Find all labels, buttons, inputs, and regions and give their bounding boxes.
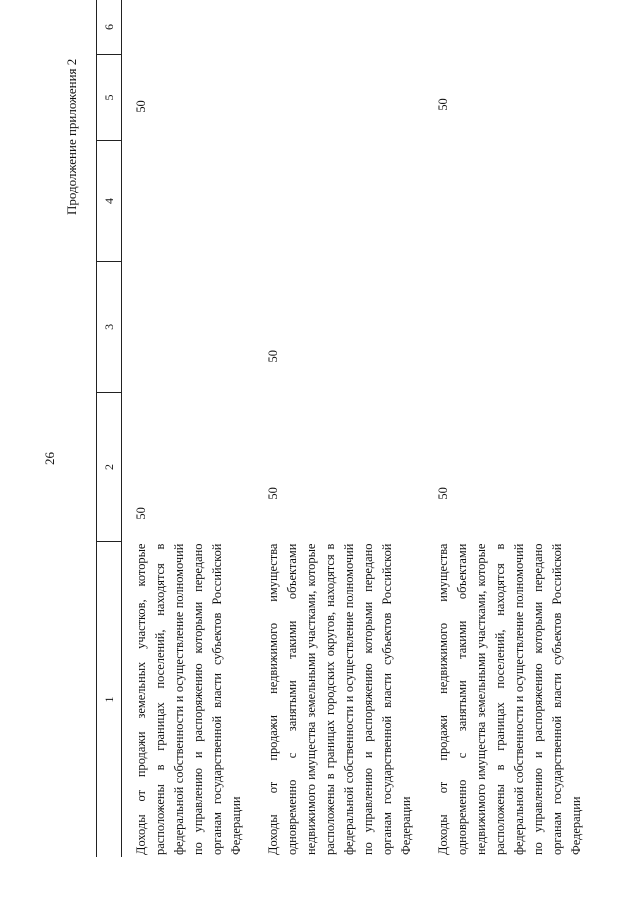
table-row xyxy=(424,0,594,857)
column-header-6: 6 xyxy=(97,0,122,54)
column-header-5: 5 xyxy=(97,54,122,140)
page-number: 26 xyxy=(42,452,57,465)
revenue-table xyxy=(96,0,594,857)
continuation-title: Продолжение приложения 2 xyxy=(64,58,79,215)
cell-col3 xyxy=(122,261,132,392)
cell-col4 xyxy=(122,141,132,262)
cell-col4 xyxy=(254,141,264,262)
cell-col3: 50 xyxy=(266,350,280,363)
cell-col6 xyxy=(424,0,434,54)
column-header-2: 2 xyxy=(97,392,122,541)
row-description: Доходы от продажи недвижимого имущества одновременно с занятыми такими объектами недвижимого имущества земельными участками, которые расположены в границах поселений, находятся в федеральной собственности и осуществление полномочий по управлению и распоряжению которыми передано органам государственной власти субъектов Российской Федерации xyxy=(436,543,583,855)
cell-col2: 50 xyxy=(266,487,280,500)
cell-col6 xyxy=(122,0,132,54)
cell-col5: 50 xyxy=(436,98,450,111)
table-row xyxy=(122,0,255,857)
table-row xyxy=(254,0,424,857)
row-description: Доходы от продажи земельных участков, которые расположены в границах поселений, находятся в федеральной собственности и осуществление полномочий по управлению и распоряжению которыми передано органам государственной власти субъектов Российской Федерации xyxy=(134,543,243,855)
cell-col3 xyxy=(424,261,434,392)
row-description: Доходы от продажи недвижимого имущества одновременно с занятыми такими объектами недвижимого имущества земельными участками, которые расположены в границах городских округов, находятся в федеральной собственности и осуществление полномочий по управлению и распоряжению которыми передано органам государственной власти субъектов Российской Федерации xyxy=(266,543,413,855)
table-header-row xyxy=(97,0,122,857)
cell-col5 xyxy=(254,54,264,140)
cell-col5: 50 xyxy=(134,100,148,113)
cell-col2: 50 xyxy=(436,487,450,500)
column-header-1: 1 xyxy=(97,542,122,857)
column-header-3: 3 xyxy=(97,261,122,392)
cell-col6 xyxy=(254,0,264,54)
column-header-4: 4 xyxy=(97,141,122,262)
cell-col2: 50 xyxy=(134,507,148,520)
cell-col4 xyxy=(424,141,434,262)
